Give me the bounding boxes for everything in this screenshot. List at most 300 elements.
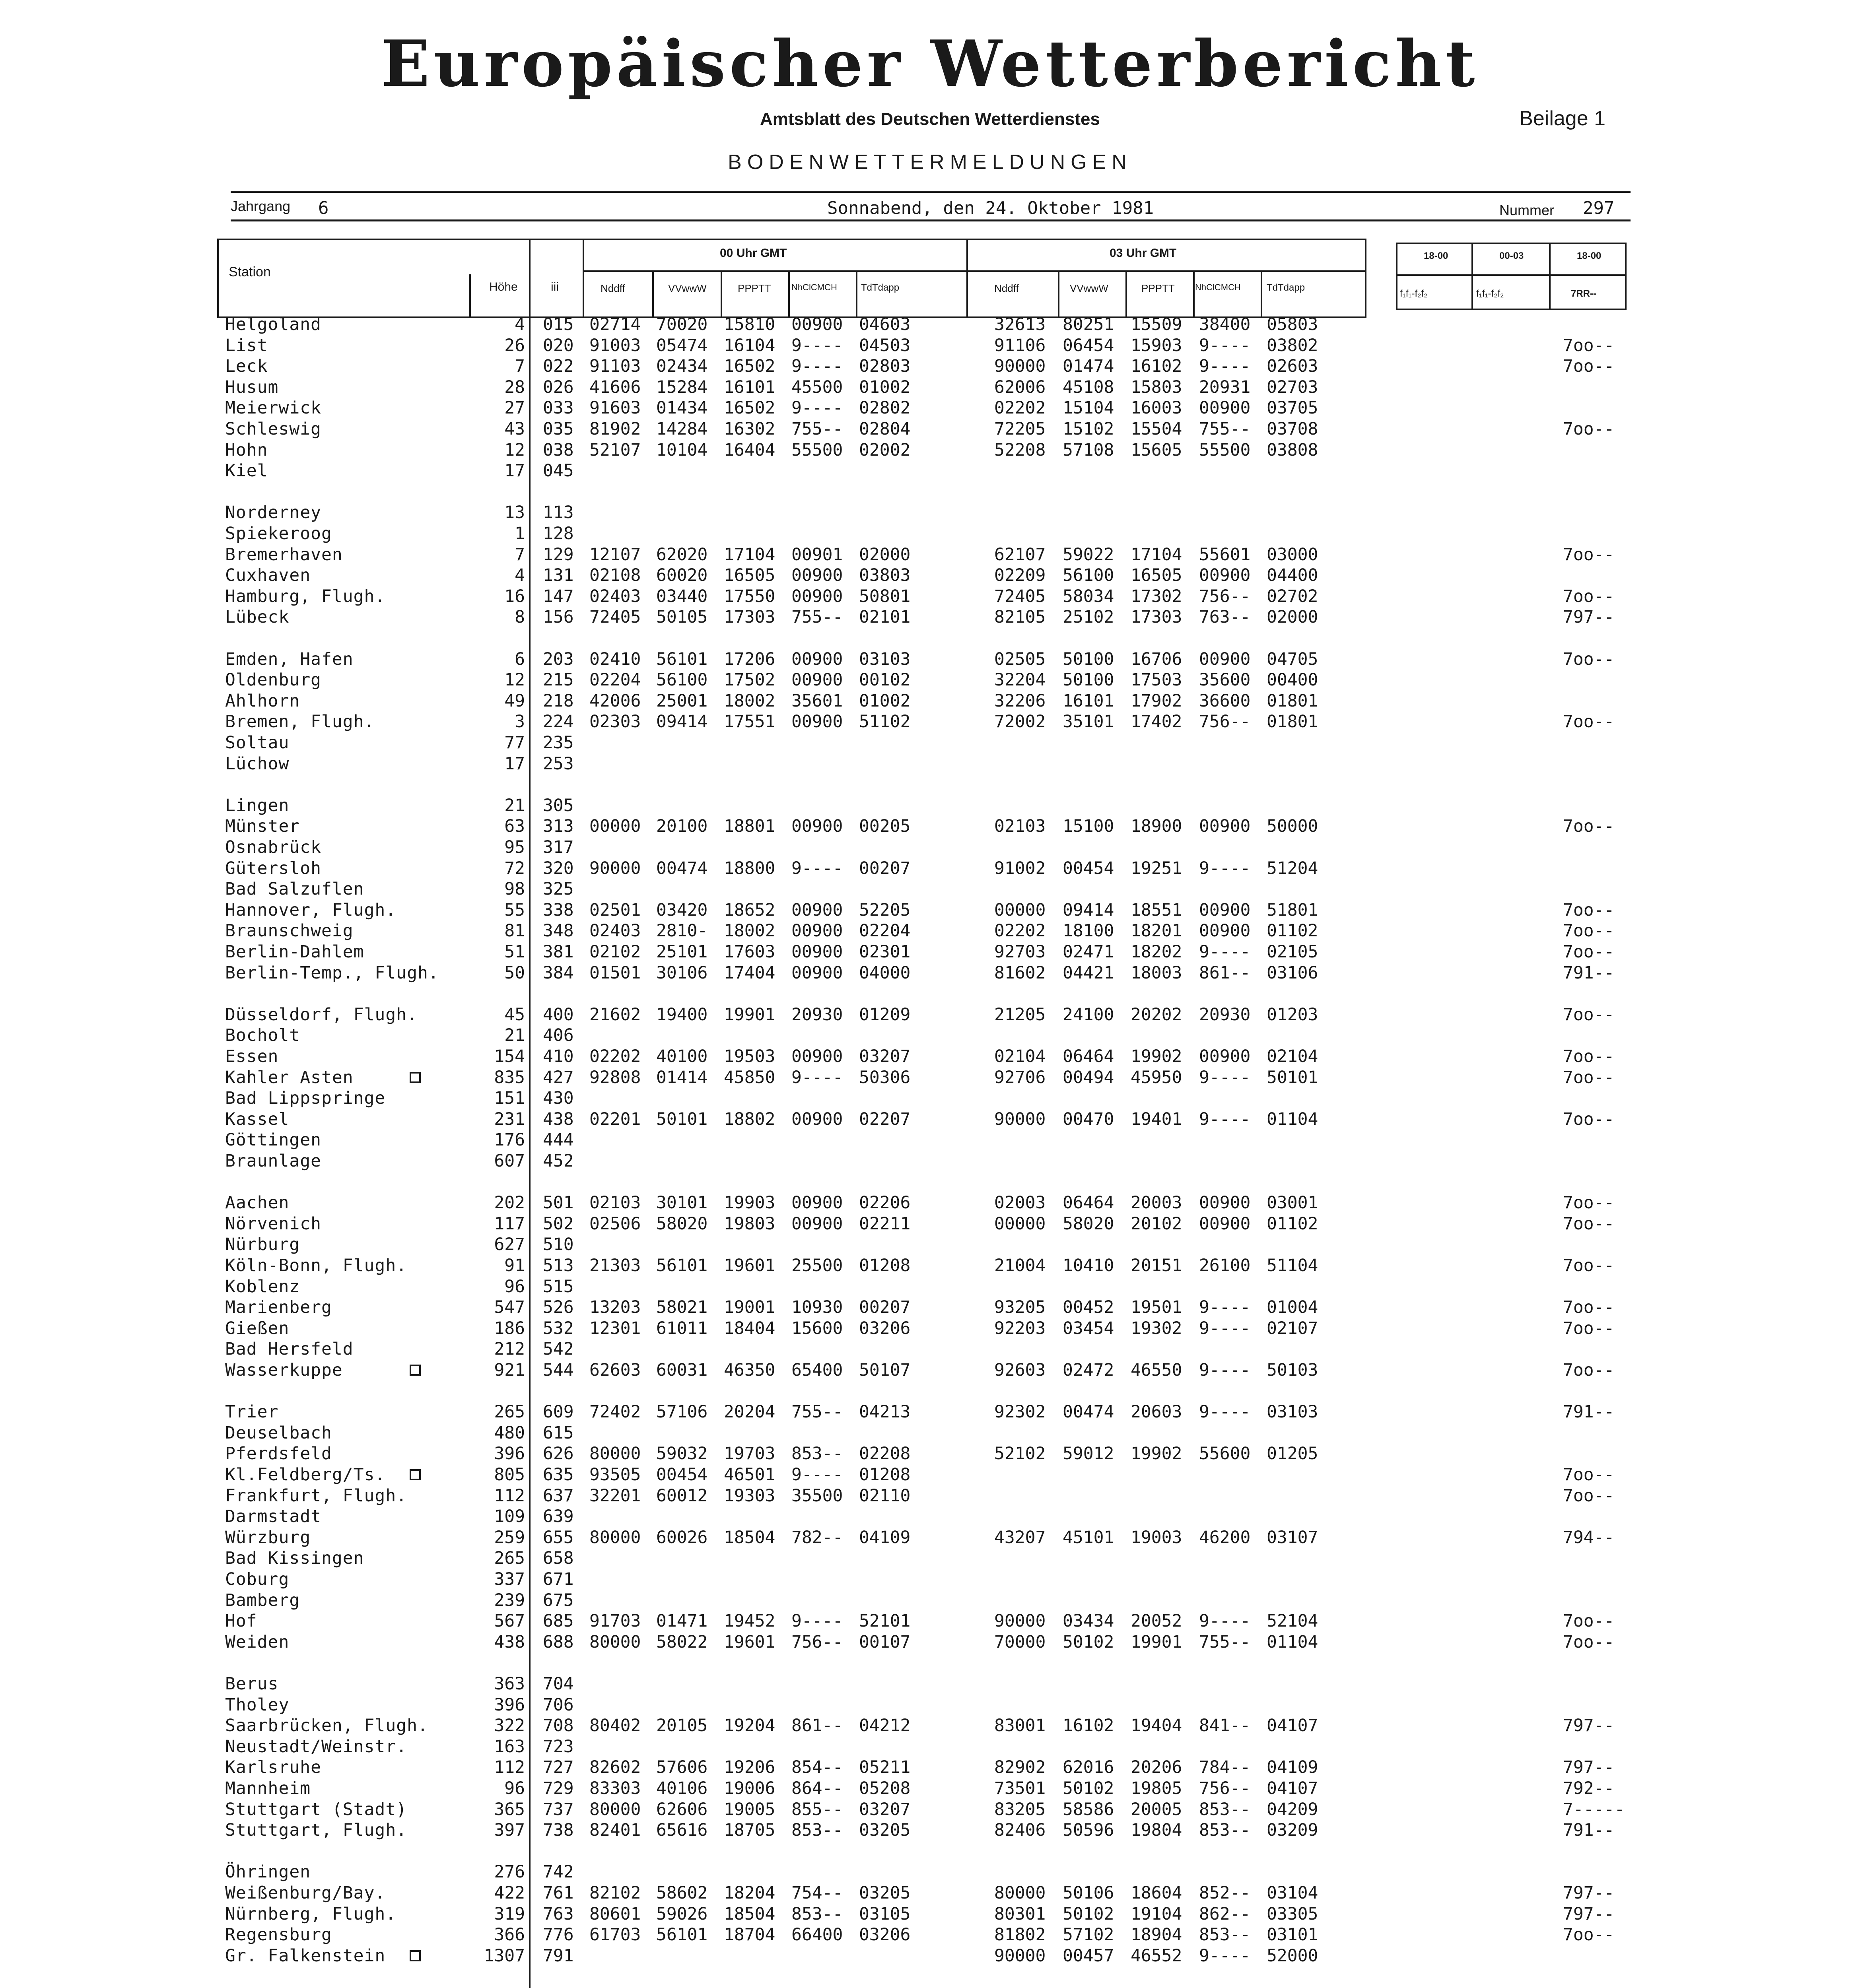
station-height: 366 bbox=[494, 1925, 525, 1945]
obs-03-group: 18003 bbox=[1131, 963, 1182, 983]
station-name: Bocholt bbox=[225, 1025, 300, 1046]
obs-03-group: 9---- bbox=[1199, 1318, 1251, 1338]
obs-00-group: 70020 bbox=[656, 315, 708, 334]
table-row bbox=[0, 377, 1860, 398]
obs-03-group: 19404 bbox=[1131, 1716, 1182, 1736]
weather-group: 7oo-- bbox=[1563, 900, 1615, 920]
group-a2: VVwwW bbox=[668, 282, 707, 294]
obs-00-group: 12107 bbox=[589, 544, 641, 565]
obs-00-group: 18801 bbox=[724, 816, 775, 837]
weather-group: 791-- bbox=[1563, 1402, 1615, 1422]
obs-03-group: 02107 bbox=[1267, 1318, 1318, 1338]
obs-00-group: 25101 bbox=[656, 942, 708, 962]
obs-03-group: 853-- bbox=[1199, 1925, 1251, 1945]
obs-03-group: 20102 bbox=[1131, 1213, 1182, 1234]
obs-00-group: 62020 bbox=[656, 544, 708, 565]
station-index: 526 bbox=[543, 1297, 574, 1318]
station-index: 410 bbox=[543, 1046, 574, 1066]
station-index: 685 bbox=[543, 1611, 574, 1631]
station-index: 384 bbox=[543, 963, 574, 983]
obs-03-group: 20930 bbox=[1199, 1004, 1251, 1025]
obs-03-group: 55601 bbox=[1199, 544, 1251, 565]
weather-group: 7oo-- bbox=[1563, 1485, 1615, 1506]
table-row bbox=[0, 1297, 1860, 1318]
obs-03-group: 01801 bbox=[1267, 691, 1318, 711]
station-name: Würzburg bbox=[225, 1527, 311, 1547]
station-height: 28 bbox=[504, 377, 525, 397]
obs-03-group: 18202 bbox=[1131, 942, 1182, 962]
obs-03-group: 59022 bbox=[1063, 544, 1114, 565]
obs-00-group: 9---- bbox=[791, 335, 843, 355]
obs-00-group: 18204 bbox=[724, 1883, 775, 1903]
obs-03-group: 19902 bbox=[1131, 1444, 1182, 1464]
obs-03-group: 17303 bbox=[1131, 607, 1182, 627]
obs-00-group: 02403 bbox=[589, 921, 641, 941]
obs-00-group: 9---- bbox=[791, 398, 843, 418]
obs-00-group: 03103 bbox=[859, 649, 911, 669]
obs-03-group: 32204 bbox=[994, 670, 1046, 690]
table-row bbox=[0, 1276, 1860, 1297]
obs-00-group: 03440 bbox=[656, 586, 708, 606]
obs-03-group: 00494 bbox=[1063, 1067, 1114, 1087]
table-row bbox=[0, 963, 1860, 983]
table-row bbox=[0, 1632, 1860, 1652]
obs-03-group: 00452 bbox=[1063, 1297, 1114, 1318]
obs-03-group: 80000 bbox=[994, 1883, 1046, 1903]
obs-00-group: 19001 bbox=[724, 1297, 775, 1318]
table-row bbox=[0, 1590, 1860, 1611]
table-row bbox=[0, 1360, 1860, 1380]
obs-03-group: 52104 bbox=[1267, 1611, 1318, 1631]
station-height: 212 bbox=[494, 1339, 525, 1359]
weather-group: 7oo-- bbox=[1563, 816, 1615, 837]
obs-03-group: 17104 bbox=[1131, 544, 1182, 565]
station-header: Station bbox=[229, 264, 271, 280]
obs-00-group: 19006 bbox=[724, 1778, 775, 1798]
weather-group: 797-- bbox=[1563, 607, 1615, 627]
obs-00-group: 00900 bbox=[791, 712, 843, 732]
station-index: 639 bbox=[543, 1507, 574, 1527]
station-index: 045 bbox=[543, 461, 574, 481]
obs-00-group: 15810 bbox=[724, 315, 775, 334]
obs-03-group: 50102 bbox=[1063, 1778, 1114, 1798]
station-index: 727 bbox=[543, 1757, 574, 1778]
station-height: 202 bbox=[494, 1193, 525, 1213]
obs-03-group: 81802 bbox=[994, 1925, 1046, 1945]
obs-03-group: 18904 bbox=[1131, 1925, 1182, 1945]
obs-00-group: 853-- bbox=[791, 1444, 843, 1464]
station-height: 265 bbox=[494, 1402, 525, 1422]
table-row bbox=[0, 732, 1860, 753]
obs-00-group: 02434 bbox=[656, 356, 708, 377]
number-label: Nummer bbox=[1499, 202, 1555, 218]
station-height: 276 bbox=[494, 1862, 525, 1882]
weather-group: 7oo-- bbox=[1563, 1067, 1615, 1087]
obs-03-group: 00474 bbox=[1063, 1402, 1114, 1422]
station-name: Bad Salzuflen bbox=[225, 879, 364, 899]
station-name: Hamburg, Flugh. bbox=[225, 586, 386, 606]
obs-03-group: 56100 bbox=[1063, 565, 1114, 586]
obs-03-group: 17902 bbox=[1131, 691, 1182, 711]
obs-03-group: 50100 bbox=[1063, 670, 1114, 690]
obs-03-group: 58034 bbox=[1063, 586, 1114, 606]
obs-00-group: 00900 bbox=[791, 816, 843, 837]
station-name: Braunlage bbox=[225, 1151, 321, 1171]
station-index: 655 bbox=[543, 1527, 574, 1547]
station-name: Cuxhaven bbox=[225, 565, 311, 586]
obs-03-group: 9---- bbox=[1199, 1297, 1251, 1318]
station-height: 337 bbox=[494, 1569, 525, 1589]
table-row bbox=[0, 586, 1860, 607]
obs-00-group: 01434 bbox=[656, 398, 708, 418]
obs-00-group: 00900 bbox=[791, 963, 843, 983]
obs-03-group: 03209 bbox=[1267, 1820, 1318, 1840]
obs-03-group: 57102 bbox=[1063, 1925, 1114, 1945]
station-name: List bbox=[225, 335, 268, 355]
obs-00-group: 10104 bbox=[656, 440, 708, 460]
weather-group: 7oo-- bbox=[1563, 1213, 1615, 1234]
obs-00-group: 05208 bbox=[859, 1778, 911, 1798]
table-row bbox=[0, 1130, 1860, 1150]
obs-00-group: 01471 bbox=[656, 1611, 708, 1631]
obs-03-group: 26100 bbox=[1199, 1256, 1251, 1276]
table-row bbox=[0, 691, 1860, 711]
obs-00-group: 52205 bbox=[859, 900, 911, 920]
obs-00-group: 00900 bbox=[791, 1109, 843, 1129]
obs-00-group: 02102 bbox=[589, 942, 641, 962]
obs-00-group: 01208 bbox=[859, 1465, 911, 1485]
obs-03-group: 03708 bbox=[1267, 419, 1318, 439]
iii-header: iii bbox=[551, 280, 559, 293]
obs-03-group: 90000 bbox=[994, 1611, 1046, 1631]
obs-00-group: 03420 bbox=[656, 900, 708, 920]
obs-03-group: 20603 bbox=[1131, 1402, 1182, 1422]
obs-03-group: 03001 bbox=[1267, 1193, 1318, 1213]
obs-00-group: 60012 bbox=[656, 1485, 708, 1506]
station-name: Oldenburg bbox=[225, 670, 321, 690]
station-name: Weiden bbox=[225, 1632, 290, 1652]
station-name: Kiel bbox=[225, 461, 268, 481]
station-index: 131 bbox=[543, 565, 574, 586]
obs-03-group: 15102 bbox=[1063, 419, 1114, 439]
obs-03-group: 09414 bbox=[1063, 900, 1114, 920]
station-height: 3 bbox=[515, 712, 525, 732]
weather-group: 7oo-- bbox=[1563, 649, 1615, 669]
obs-00-group: 46350 bbox=[724, 1360, 775, 1380]
obs-03-group: 02103 bbox=[994, 816, 1046, 837]
table-row bbox=[0, 314, 1860, 335]
obs-03-group: 03104 bbox=[1267, 1883, 1318, 1903]
table-row bbox=[0, 1883, 1860, 1903]
obs-03-group: 01203 bbox=[1267, 1004, 1318, 1025]
obs-00-group: 01209 bbox=[859, 1004, 911, 1025]
obs-03-group: 17302 bbox=[1131, 586, 1182, 606]
right-col2-header: 00-03 bbox=[1499, 250, 1524, 261]
weather-group: 7oo-- bbox=[1563, 1611, 1615, 1631]
obs-03-group: 38400 bbox=[1199, 315, 1251, 334]
table-row bbox=[0, 1464, 1860, 1485]
obs-03-group: 50102 bbox=[1063, 1904, 1114, 1924]
obs-03-group: 46550 bbox=[1131, 1360, 1182, 1380]
mountain-station-icon bbox=[410, 1469, 421, 1480]
station-name: Schleswig bbox=[225, 419, 321, 439]
obs-00-group: 02714 bbox=[589, 315, 641, 334]
obs-03-group: 83001 bbox=[994, 1716, 1046, 1736]
obs-00-group: 04000 bbox=[859, 963, 911, 983]
weather-group: 7oo-- bbox=[1563, 1193, 1615, 1213]
station-name: Coburg bbox=[225, 1569, 290, 1589]
obs-03-group: 02209 bbox=[994, 565, 1046, 586]
obs-03-group: 52000 bbox=[1267, 1945, 1318, 1966]
obs-03-group: 06454 bbox=[1063, 335, 1114, 355]
obs-00-group: 25500 bbox=[791, 1256, 843, 1276]
obs-00-group: 60020 bbox=[656, 565, 708, 586]
obs-00-group: 80000 bbox=[589, 1527, 641, 1547]
station-height: 396 bbox=[494, 1444, 525, 1464]
obs-03-group: 19901 bbox=[1131, 1632, 1182, 1652]
obs-00-group: 59032 bbox=[656, 1444, 708, 1464]
obs-03-group: 784-- bbox=[1199, 1757, 1251, 1778]
station-height: 96 bbox=[504, 1276, 525, 1297]
obs-00-group: 00901 bbox=[791, 544, 843, 565]
weather-group: 7oo-- bbox=[1563, 356, 1615, 377]
obs-00-group: 56101 bbox=[656, 1256, 708, 1276]
obs-00-group: 04603 bbox=[859, 315, 911, 334]
obs-03-group: 15100 bbox=[1063, 816, 1114, 837]
station-index: 671 bbox=[543, 1569, 574, 1589]
obs-00-group: 9---- bbox=[791, 1067, 843, 1087]
table-row bbox=[0, 1025, 1860, 1046]
obs-00-group: 00900 bbox=[791, 1046, 843, 1066]
station-index: 761 bbox=[543, 1883, 574, 1903]
obs-00-group: 02204 bbox=[589, 670, 641, 690]
weather-group: 791-- bbox=[1563, 963, 1615, 983]
station-index: 729 bbox=[543, 1778, 574, 1798]
station-height: 63 bbox=[504, 816, 525, 837]
obs-03-group: 82105 bbox=[994, 607, 1046, 627]
obs-03-group: 72405 bbox=[994, 586, 1046, 606]
obs-00-group: 02804 bbox=[859, 419, 911, 439]
station-index: 215 bbox=[543, 670, 574, 690]
group-b1: Nddff bbox=[994, 282, 1019, 294]
station-height: 96 bbox=[504, 1778, 525, 1798]
station-height: 81 bbox=[504, 921, 525, 941]
table-row bbox=[0, 1904, 1860, 1924]
obs-00-group: 17550 bbox=[724, 586, 775, 606]
station-index: 708 bbox=[543, 1716, 574, 1736]
obs-00-group: 13203 bbox=[589, 1297, 641, 1318]
table-row bbox=[0, 1611, 1860, 1631]
obs-00-group: 01002 bbox=[859, 377, 911, 397]
obs-03-group: 01104 bbox=[1267, 1632, 1318, 1652]
obs-00-group: 853-- bbox=[791, 1904, 843, 1924]
obs-03-group: 50000 bbox=[1267, 816, 1318, 837]
station-height: 607 bbox=[494, 1151, 525, 1171]
weather-group: 797-- bbox=[1563, 1716, 1615, 1736]
weather-group: 7oo-- bbox=[1563, 335, 1615, 355]
obs-00-group: 00900 bbox=[791, 1213, 843, 1234]
obs-00-group: 45850 bbox=[724, 1067, 775, 1087]
obs-00-group: 00207 bbox=[859, 1297, 911, 1318]
obs-00-group: 35500 bbox=[791, 1485, 843, 1506]
table-row bbox=[0, 523, 1860, 544]
obs-00-group: 04212 bbox=[859, 1716, 911, 1736]
obs-03-group: 35600 bbox=[1199, 670, 1251, 690]
table-row bbox=[0, 1234, 1860, 1255]
obs-00-group: 00900 bbox=[791, 942, 843, 962]
weather-group: 7oo-- bbox=[1563, 1632, 1615, 1652]
obs-00-group: 19901 bbox=[724, 1004, 775, 1025]
obs-00-group: 2810- bbox=[656, 921, 708, 941]
obs-03-group: 755-- bbox=[1199, 419, 1251, 439]
station-name: Ahlhorn bbox=[225, 691, 300, 711]
obs-00-group: 00205 bbox=[859, 816, 911, 837]
obs-00-group: 57106 bbox=[656, 1402, 708, 1422]
obs-00-group: 18704 bbox=[724, 1925, 775, 1945]
obs-03-group: 20206 bbox=[1131, 1757, 1182, 1778]
obs-03-group: 21004 bbox=[994, 1256, 1046, 1276]
obs-00-group: 17404 bbox=[724, 963, 775, 983]
station-index: 224 bbox=[543, 712, 574, 732]
obs-00-group: 56101 bbox=[656, 649, 708, 669]
table-row bbox=[0, 1715, 1860, 1736]
station-index: 235 bbox=[543, 733, 574, 753]
obs-00-group: 82602 bbox=[589, 1757, 641, 1778]
obs-03-group: 62107 bbox=[994, 544, 1046, 565]
obs-03-group: 93205 bbox=[994, 1297, 1046, 1318]
obs-03-group: 19501 bbox=[1131, 1297, 1182, 1318]
obs-03-group: 05803 bbox=[1267, 315, 1318, 334]
group-b5: TdTdapp bbox=[1267, 282, 1305, 293]
station-name: Lübeck bbox=[225, 607, 290, 627]
obs-03-group: 24100 bbox=[1063, 1004, 1114, 1025]
station-height: 438 bbox=[494, 1632, 525, 1652]
obs-03-group: 17503 bbox=[1131, 670, 1182, 690]
obs-03-group: 9---- bbox=[1199, 1360, 1251, 1380]
table-row bbox=[0, 711, 1860, 732]
obs-03-group: 02104 bbox=[994, 1046, 1046, 1066]
obs-03-group: 59012 bbox=[1063, 1444, 1114, 1464]
station-name: Stuttgart (Stadt) bbox=[225, 1799, 407, 1819]
station-name: Emden, Hafen bbox=[225, 649, 354, 669]
table-row bbox=[0, 565, 1860, 586]
weather-group: 7oo-- bbox=[1563, 1297, 1615, 1318]
station-index: 022 bbox=[543, 356, 574, 377]
table-row bbox=[0, 1046, 1860, 1067]
obs-00-group: 755-- bbox=[791, 607, 843, 627]
obs-00-group: 18504 bbox=[724, 1904, 775, 1924]
obs-03-group: 82902 bbox=[994, 1757, 1046, 1778]
table-row bbox=[0, 1695, 1860, 1715]
weather-group: 797-- bbox=[1563, 1904, 1615, 1924]
station-name: Marienberg bbox=[225, 1297, 332, 1318]
station-height: 7 bbox=[515, 544, 525, 565]
obs-00-group: 58022 bbox=[656, 1632, 708, 1652]
obs-00-group: 755-- bbox=[791, 1402, 843, 1422]
obs-00-group: 03205 bbox=[859, 1820, 911, 1840]
group-a5: TdTdapp bbox=[861, 282, 900, 293]
obs-00-group: 02103 bbox=[589, 1193, 641, 1213]
obs-00-group: 19005 bbox=[724, 1799, 775, 1819]
station-name: Gütersloh bbox=[225, 858, 321, 878]
obs-00-group: 46501 bbox=[724, 1465, 775, 1485]
station-height: 4 bbox=[515, 565, 525, 586]
obs-00-group: 72402 bbox=[589, 1402, 641, 1422]
table-row bbox=[0, 1506, 1860, 1527]
obs-00-group: 02207 bbox=[859, 1109, 911, 1129]
obs-00-group: 9---- bbox=[791, 1611, 843, 1631]
obs-00-group: 91703 bbox=[589, 1611, 641, 1631]
station-height: 231 bbox=[494, 1109, 525, 1129]
table-row bbox=[0, 920, 1860, 941]
station-index: 502 bbox=[543, 1213, 574, 1234]
station-height: 12 bbox=[504, 440, 525, 460]
obs-03-group: 70000 bbox=[994, 1632, 1046, 1652]
station-index: 338 bbox=[543, 900, 574, 920]
station-height: 835 bbox=[494, 1067, 525, 1087]
station-index: 320 bbox=[543, 858, 574, 878]
station-name: Lüchow bbox=[225, 753, 290, 774]
obs-00-group: 02803 bbox=[859, 356, 911, 377]
obs-03-group: 50596 bbox=[1063, 1820, 1114, 1840]
station-index: 406 bbox=[543, 1025, 574, 1046]
obs-00-group: 02206 bbox=[859, 1193, 911, 1213]
obs-03-group: 19401 bbox=[1131, 1109, 1182, 1129]
table-row bbox=[0, 1527, 1860, 1548]
obs-00-group: 50801 bbox=[859, 586, 911, 606]
station-height: 112 bbox=[494, 1757, 525, 1778]
obs-00-group: 17502 bbox=[724, 670, 775, 690]
table-row bbox=[0, 649, 1860, 670]
station-height: 72 bbox=[504, 858, 525, 878]
station-name: Berlin-Dahlem bbox=[225, 942, 364, 962]
obs-00-group: 66400 bbox=[791, 1925, 843, 1945]
obs-03-group: 06464 bbox=[1063, 1046, 1114, 1066]
obs-00-group: 19503 bbox=[724, 1046, 775, 1066]
gmt00-header: 00 Uhr GMT bbox=[720, 247, 787, 260]
station-index: 637 bbox=[543, 1485, 574, 1506]
obs-03-group: 9---- bbox=[1199, 942, 1251, 962]
weather-group: 7oo-- bbox=[1563, 921, 1615, 941]
table-row bbox=[0, 460, 1860, 481]
obs-03-group: 9---- bbox=[1199, 335, 1251, 355]
obs-00-group: 04503 bbox=[859, 335, 911, 355]
station-height: 109 bbox=[494, 1507, 525, 1527]
obs-00-group: 00900 bbox=[791, 586, 843, 606]
station-height: 98 bbox=[504, 879, 525, 899]
obs-03-group: 16706 bbox=[1131, 649, 1182, 669]
obs-00-group: 19303 bbox=[724, 1485, 775, 1506]
station-name: Darmstadt bbox=[225, 1507, 321, 1527]
station-height: 112 bbox=[494, 1485, 525, 1506]
obs-00-group: 00102 bbox=[859, 670, 911, 690]
obs-00-group: 04213 bbox=[859, 1402, 911, 1422]
station-name: Regensburg bbox=[225, 1925, 332, 1945]
station-index: 738 bbox=[543, 1820, 574, 1840]
station-height: 239 bbox=[494, 1590, 525, 1610]
obs-00-group: 02110 bbox=[859, 1485, 911, 1506]
obs-03-group: 92706 bbox=[994, 1067, 1046, 1087]
station-index: 742 bbox=[543, 1862, 574, 1882]
obs-03-group: 852-- bbox=[1199, 1883, 1251, 1903]
obs-03-group: 763-- bbox=[1199, 607, 1251, 627]
obs-03-group: 92203 bbox=[994, 1318, 1046, 1338]
obs-03-group: 755-- bbox=[1199, 1632, 1251, 1652]
weather-group: 7oo-- bbox=[1563, 1925, 1615, 1945]
obs-03-group: 50102 bbox=[1063, 1632, 1114, 1652]
mountain-station-icon bbox=[410, 1950, 421, 1961]
station-index: 438 bbox=[543, 1109, 574, 1129]
